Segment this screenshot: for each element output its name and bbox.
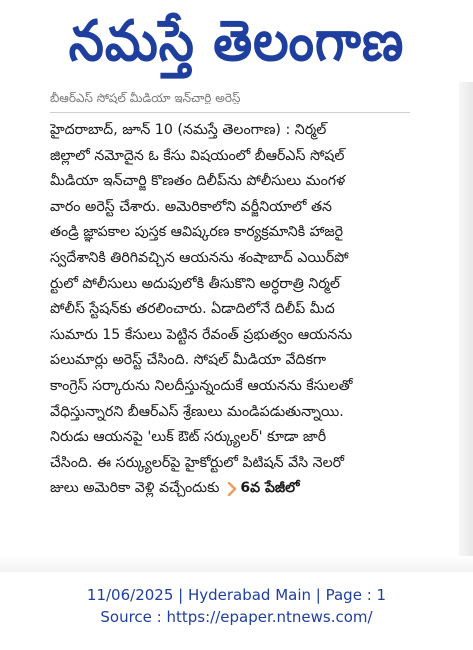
article-line: వారం అరెస్ట్ చేశారు. అమెరికాలోని వర్జీనియాలో తన	[50, 198, 333, 215]
article-body	[50, 118, 418, 502]
newspaper-logo: నమస్తే తెలంగాణ	[68, 8, 405, 74]
article-line: పోలీస్ స్టేషన్‌కు తరలించారు. ఏడాదిలోనే దిలీప్ మీద	[50, 301, 335, 318]
continuation-label: 6వ పేజీలో	[240, 480, 300, 497]
article-line: ర్టులో పోలీసులు అదుపులోకి తీసుకొని అర్ధరాత్రి నిర్మల్	[50, 275, 340, 292]
article-line: నిరుడు ఆయనపై 'లుక్ ఔట్ సర్క్యులర్' కూడా జారీ	[50, 429, 327, 446]
article-last-line	[50, 476, 418, 502]
article-line: వేధిస్తున్నారని బీఆర్ఎస్ శ్రేణులు మండిపడుతున్నాయి.	[50, 403, 344, 420]
source-link[interactable]: Source : https://epaper.ntnews.com/	[100, 608, 373, 626]
masthead	[0, 0, 473, 82]
article-clipping	[36, 88, 422, 558]
article-line: జిల్లాలో నమోదైన ఓ కేసు విషయంలో బీఆర్ఎస్ సోషల్	[50, 147, 345, 164]
page-edge-shadow	[459, 82, 473, 572]
continued-on-page-link[interactable]	[227, 476, 299, 502]
article-line: హైదరాబాద్, జూన్ 10 (నమస్తే తెలంగాణ) : నిర్మల్	[50, 122, 327, 138]
page-bottom-edge	[0, 556, 473, 572]
headline-divider	[50, 112, 410, 113]
article-line: స్వదేశానికి తిరిగివచ్చిన ఆయనను శంషాబాద్ ఎయిర్‌పో	[50, 249, 349, 266]
article-line: సుమారు 15 కేసులు పెట్టిన రేవంత్ ప్రభుత్వం ఆయనను	[50, 326, 353, 343]
cropped-headline: బీఆర్ఎస్ సోషల్ మీడియా ఇన్‌చార్జి అరెస్ట్	[50, 92, 241, 104]
article-line: కాంగ్రెస్ సర్కారును నిలదీస్తున్నందుకే ఆయనను కేసులతో	[50, 377, 353, 394]
article-line: తండ్రి జ్ఞాపకాల పుస్తక ఆవిష్కరణ కార్యక్రమానికి హాజరై	[50, 224, 344, 241]
clipping-footer	[0, 584, 473, 628]
chevron-right-icon	[227, 482, 237, 496]
article-line: చేసింది. ఈ సర్క్యులర్‌పై హైకోర్టులో పిటిషన్ వేసి నెలరో	[50, 454, 345, 471]
article-line: మీడియా ఇన్‌చార్జి కొణతం దిలీప్‌ను పోలీసులు మంగళ	[50, 173, 346, 190]
edition-info: 11/06/2025 | Hyderabad Main | Page : 1	[86, 586, 387, 604]
article-line: పలుమార్లు అరెస్ట్ చేసింది. సోషల్ మీడియా వేదికగా	[50, 352, 327, 369]
article-line: జులు అమెరికా వెళ్లి వచ్చేందుకు	[50, 480, 220, 497]
